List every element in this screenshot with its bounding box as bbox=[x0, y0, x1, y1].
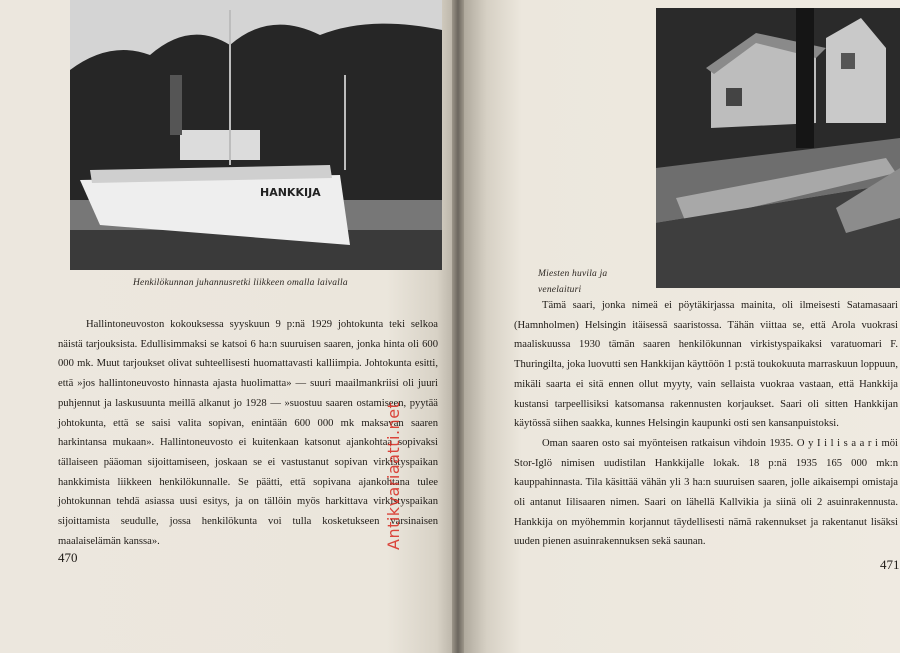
book-gutter bbox=[452, 0, 464, 653]
ship-caption: Henkilökunnan juhannusretki liikkeen omalla laivalla bbox=[133, 278, 348, 288]
left-paragraph: Hallintoneuvoston kokouksessa syyskuun 9 p:nä 1929 johtokunta teki selkoa näistä tarjouksista. Edullisimmaksi se katsoi 6 ha:n suuruisen saaren, jonka hinta oli 600 000 mk. Muut tarjoukset olivat suhteellisesti huomattavasti kalliimpia. Johtokunta esitti, että »jos hallintoneuvosto hinnasta ajasta huolimatta» — suuri maailmankriisi oli juuri puhjennut ja laskusuunta meillä alkanut jo 1928 — »suostuu saaren ostamiseen, pyytää johtokunta, että se saisi valita sopivan, enintään 600 000 mk maksavan saaren harkintansa mukaan». Hallintoneuvosto ei kuitenkaan katsonut ajankohtaa sopivaksi tällaiseen pääoman sijoittamiseen, joskaan se ei vastustanut sopivan virkistyspaikan hankkimista liikkeen henkilökunnalle. Se päätti, että sopivana ajankohtana tulee johtokunnan tehdä asiassa uusi esitys, ja on tällöin myös harkittava virkistyspaikan sijoittamista seudulle, jossa henkilökunta voi tulla kosketukseen varsinaisen maalaiselämän kanssa». bbox=[58, 319, 438, 547]
right-paragraph-2: Oman saaren osto sai myönteisen ratkaisun vihdoin 1935. O y I i l i s a a r i möi Stor-Iglö nimisen uudistilan Hankkijalle lokak. 18 p:nä 1935 165 000 mk:n kauppahinnasta. Tila käsittää vähän yli 3 ha:n suuruisen saaren, jolle aikaisempi omistaja oli antanut Iilisaaren nimen. Saari on lähellä Kallvikia ja siinä oli 2 asuinrakennusta. Hankkija on myöhemmin korjannut täydellisesti nämä rakennukset ja rakentanut lisäksi uuden pienen asuinrakennuksen sekä saunan. bbox=[514, 437, 898, 548]
ship-illustration bbox=[70, 0, 442, 270]
right-paragraph-1: Tämä saari, jonka nimeä ei pöytäkirjassa mainita, oli ilmeisesti Satamasaari (Hamnholmen) Helsingin itäisessä saaristossa. Tähän viittaa se, että Arola vuokrasi maaliskuussa 1930 tämän saaren henkilökunnan virkistyspaikaksi varatuomari F. Thuringilta, joka luovutti sen Hankkijan käyttöön 1 p:stä toukokuuta marraskuun loppuun, mikäli saarta ei sitä ennen ollut myyty, vain sellaista vuokraa vastaan, että Hankkija kustansi tarpeellisiksi katsomansa rakennusten korjaukset. Saari oli sitten Hankkijan käytössä siihen saakka, kunnes Helsingin kaupunki osti sen kansanpuistoksi. bbox=[514, 300, 898, 430]
villa-caption: Miesten huvila ja venelaituri bbox=[538, 269, 608, 295]
villa-photo bbox=[656, 8, 900, 288]
page-number-right: 471 bbox=[880, 557, 900, 572]
villa-illustration bbox=[656, 8, 900, 288]
ship-photo bbox=[70, 0, 442, 270]
left-body-text bbox=[58, 315, 438, 551]
right-body-text bbox=[514, 296, 898, 552]
watermark-text: Antikvariaatti.net bbox=[384, 401, 403, 550]
svg-text:HANKKIJA: HANKKIJA bbox=[260, 186, 321, 199]
page-number-left: 470 bbox=[58, 550, 78, 565]
